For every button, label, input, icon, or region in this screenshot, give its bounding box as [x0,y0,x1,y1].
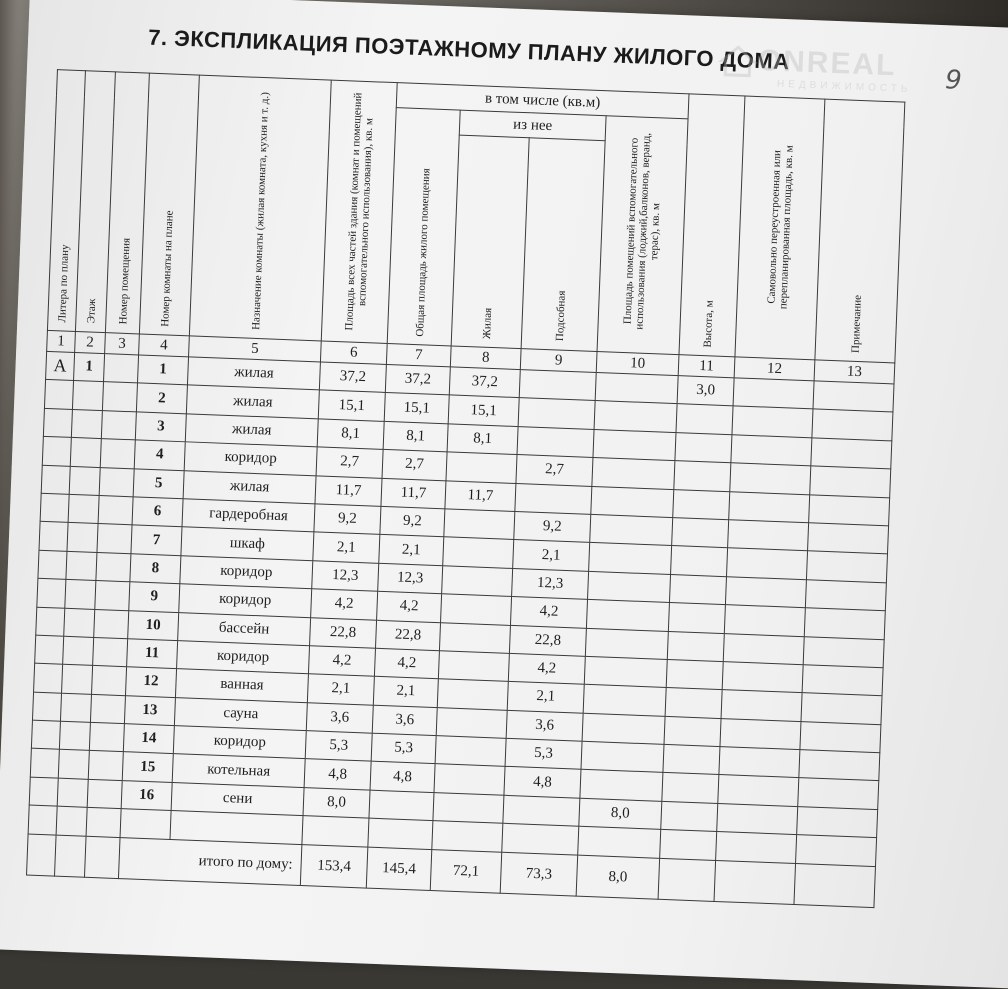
col-number: 12 [734,357,815,381]
cell-room: 4 [134,440,185,470]
col-number: 5 [189,336,322,362]
header-room-no: Номер помещения [105,72,149,334]
cell-unauthorized [723,633,804,664]
cell-note [813,381,894,412]
cell-note [811,438,892,469]
cell-area-all: 2,1 [307,674,374,705]
cell-note [812,409,893,440]
cell-floor [62,665,93,695]
cell-purpose: жилая [183,470,316,503]
cell-aux-area [580,770,663,802]
cell-auxiliary: 9,2 [514,511,591,542]
cell-unauthorized [732,406,813,437]
header-note: Примечание [815,99,905,363]
cell-litera [32,692,61,721]
cell-aux-area [589,543,672,575]
cell-room: 12 [125,667,176,697]
cell-litera [39,522,68,551]
cell-height [666,659,723,690]
cell-room-no [90,694,125,724]
total-living: 72,1 [430,850,502,894]
total-aux-area: 8,0 [576,855,660,899]
cell-room-no [95,581,130,611]
cell-floor: 1 [74,352,105,382]
cell-floor [58,750,89,780]
cell-living [438,651,509,682]
cell-unauthorized [722,662,803,693]
cell-aux-area [588,571,671,603]
header-group-of-it: из нее [459,110,606,141]
cell-living [442,566,513,597]
cell-living [439,622,510,653]
total-label: итого по дому: [118,838,301,886]
cell-auxiliary: 2,1 [513,540,590,571]
cell-room: 2 [136,383,187,413]
cell-area-all: 12,3 [312,561,379,592]
cell-living [441,594,512,625]
cell-room-no [102,382,137,412]
cell-auxiliary: 22,8 [509,625,586,656]
cell-room: 3 [135,412,186,442]
cell-unauthorized [733,378,814,409]
cell-living: 8,1 [447,424,518,455]
cell-total: 4,8 [370,762,435,793]
cell-area-all: 4,2 [311,589,378,620]
header-living: Жилая [451,135,529,349]
cell-unauthorized [717,803,798,834]
cell-height [671,546,728,577]
cell-note [803,636,884,667]
cell-floor [65,579,96,609]
cell-floor [68,494,99,524]
cell-litera [34,663,63,692]
cell-room-no [97,524,132,554]
cell-living: 11,7 [445,480,516,511]
col-number: 10 [596,352,679,376]
cell-height [667,631,724,662]
cell-litera [38,550,67,579]
cell-height [672,518,729,549]
header-area-all: Площадь всех частей здания (комнат и помещений вспомогательного использования), кв. м [321,80,397,343]
cell-floor [72,381,103,411]
cell-area-all: 8,1 [317,419,384,450]
cell-area-all: 2,1 [313,532,380,563]
cell-auxiliary: 4,8 [504,767,581,798]
cell-room: 1 [137,355,188,385]
cell-height [669,574,726,605]
cell-room: 15 [122,752,173,782]
cell-unauthorized [721,690,802,721]
cell-area-all: 15,1 [318,390,385,421]
table-body [29,351,894,837]
cell-room-no [89,722,124,752]
cell-room-no [94,609,129,639]
cell-purpose: шкаф [181,527,314,560]
cell-aux-area [593,429,676,461]
cell-living [436,707,507,738]
cell-note [799,750,880,781]
cell-room-no [88,751,123,781]
cell-living: 15,1 [448,395,519,426]
cell-aux-area [592,458,675,490]
cell-height [663,744,720,775]
cell-room-no [92,666,127,696]
cell-aux-area [590,514,673,546]
cell-auxiliary: 3,6 [506,710,583,741]
total-area-all: 153,4 [300,845,368,889]
cell-auxiliary: 4,2 [510,597,587,628]
cell-area-all: 5,3 [305,731,372,762]
cell-note [797,806,878,837]
cell-note [798,778,879,809]
cell-area-all: 4,8 [304,759,371,790]
cell-unauthorized [720,718,801,749]
cell-total: 8,1 [383,421,448,452]
cell-total: 2,1 [379,535,444,566]
cell-auxiliary: 2,1 [507,682,584,713]
cell-purpose: котельная [172,754,305,787]
cell-room-no [100,439,135,469]
cell-room: 7 [131,525,182,555]
col-number: 6 [320,341,387,365]
cell-note [804,608,885,639]
cell-room-no [93,637,128,667]
cell-note [801,693,882,724]
cell-total: 15,1 [384,393,449,424]
cell-aux-area [584,656,667,688]
cell-floor [71,409,102,439]
cell-aux-area [594,401,677,433]
cell-height [674,461,731,492]
cell-floor [67,523,98,553]
col-number: 1 [47,330,76,352]
cell-unauthorized [731,435,812,466]
cell-auxiliary [518,398,595,429]
cell-auxiliary [517,426,594,457]
cell-litera [41,465,70,494]
cell-height [675,432,732,463]
cell-purpose: коридор [184,442,317,475]
cell-aux-area [582,713,665,745]
cell-floor [59,721,90,751]
cell-area-all: 2,7 [316,447,383,478]
cell-room: 6 [132,497,183,527]
cell-note [808,523,889,554]
header-plan-room-no: Номер комнаты на плане [139,73,199,336]
cell-purpose: жилая [186,385,319,418]
cell-total [369,790,434,821]
col-number: 2 [75,331,106,353]
cell-unauthorized [718,775,799,806]
cell-unauthorized [719,747,800,778]
col-number: 13 [814,360,895,384]
cell-total: 4,2 [374,648,439,679]
cell-purpose: жилая [187,357,320,390]
cell-height [668,603,725,634]
cell-total: 11,7 [381,478,446,509]
cell-room-no [98,495,133,525]
cell-room-no [96,552,131,582]
cell-purpose: коридор [179,584,312,617]
cell-litera [31,720,60,749]
cell-floor [63,636,94,666]
header-unauthorized-area: Самовольно переустроенная или перепланированная площадь, кв. м [735,96,825,360]
cell-auxiliary [503,795,580,826]
cell-auxiliary [519,370,596,401]
cell-floor [69,466,100,496]
cell-purpose: жилая [185,414,318,447]
page-number: 9 [944,65,963,96]
cell-purpose: ванная [175,669,308,702]
cell-room: 5 [133,468,184,498]
cell-auxiliary: 4,2 [508,653,585,684]
cell-area-all: 8,0 [303,787,370,818]
cell-area-all: 3,6 [306,702,373,733]
cell-unauthorized [728,520,809,551]
cell-unauthorized [724,605,805,636]
cell-room-no [99,467,134,497]
house-icon [717,40,759,82]
header-litera: Литера по плану [47,70,85,332]
col-number: 4 [139,334,190,357]
cell-total: 22,8 [375,620,440,651]
cell-living [433,792,504,823]
total-total: 145,4 [366,847,432,890]
cell-note [802,665,883,696]
cell-litera [44,380,73,409]
cell-auxiliary: 5,3 [505,738,582,769]
cell-floor [57,778,88,808]
cell-total: 3,6 [372,705,437,736]
cell-height [673,489,730,520]
cell-area-all: 22,8 [310,617,377,648]
header-group-in-total: в том числе (кв.м) [396,83,689,119]
cell-aux-area [585,628,668,660]
cell-aux-area [595,373,678,405]
cell-note [810,466,891,497]
cell-area-all: 4,2 [308,646,375,677]
cell-litera [37,578,66,607]
cell-note [805,579,886,610]
cell-living [434,764,505,795]
cell-room: 16 [121,780,172,810]
watermark-sub: НЕДВИЖИМОСТЬ [776,78,912,95]
cell-height [676,404,733,435]
cell-note [800,721,881,752]
cell-auxiliary [515,483,592,514]
header-auxiliary: Подсобная [521,138,605,352]
cell-floor [66,551,97,581]
col-number: 11 [678,355,735,378]
cell-living [444,509,515,540]
cell-purpose: бассейн [178,612,311,645]
cell-room: 11 [127,639,178,669]
cell-total: 4,2 [377,591,442,622]
cell-total: 5,3 [371,733,436,764]
cell-litera [43,408,72,437]
cell-floor [60,693,91,723]
cell-room: 9 [129,582,180,612]
cell-total: 2,1 [373,677,438,708]
cell-purpose: сауна [174,697,307,730]
col-number: 8 [450,346,521,370]
cell-note [809,494,890,525]
cell-area-all: 9,2 [314,504,381,535]
page-title: 7. ЭКСПЛИКАЦИЯ ПОЭТАЖНОМУ ПЛАНУ ЖИЛОГО ДОМА [147,24,791,75]
cell-litera [42,437,71,466]
cell-aux-area [586,599,669,631]
cell-area-all: 37,2 [319,362,386,393]
cell-room-no [87,779,122,809]
cell-purpose: сени [171,782,304,815]
watermark-name: ONREAL [757,44,898,83]
cell-purpose: коридор [177,641,310,674]
cell-aux-area [583,685,666,717]
total-auxiliary: 73,3 [500,852,578,896]
cell-area-all: 11,7 [315,475,382,506]
col-number: 9 [520,349,597,373]
cell-living [446,452,517,483]
cell-total: 12,3 [378,563,443,594]
cell-unauthorized [725,576,806,607]
cell-unauthorized [727,548,808,579]
cell-total: 2,7 [382,450,447,481]
cell-litera [36,607,65,636]
cell-height [661,801,718,832]
header-aux-area: Площадь помещений вспомогательного использования (лоджий,балконов, веранд, терас), кв. м [597,116,688,355]
cell-unauthorized [729,491,810,522]
cell-living [437,679,508,710]
cell-aux-area [591,486,674,518]
cell-height [664,716,721,747]
cell-room-no [104,354,139,384]
cell-living [443,537,514,568]
cell-auxiliary: 2,7 [516,455,593,486]
cell-total: 9,2 [380,506,445,537]
header-purpose: Назначение комнаты (жилая комната, кухня и т. д.) [189,75,331,341]
cell-purpose: гардеробная [182,499,315,532]
cell-height: 3,0 [677,376,734,407]
cell-litera [30,749,59,778]
cell-litera [29,777,58,806]
header-floor: Этаж [75,71,115,333]
col-number: 7 [386,343,451,366]
cell-height [662,773,719,804]
cell-room: 8 [130,554,181,584]
cell-floor [64,608,95,638]
cell-aux-area: 8,0 [579,798,662,830]
cell-litera [35,635,64,664]
cell-litera: А [46,351,75,380]
cell-total: 37,2 [385,364,450,395]
cell-auxiliary: 12,3 [512,568,589,599]
cell-litera [40,493,69,522]
cell-note [806,551,887,582]
header-total-living: Общая площадь жилого помещения [387,108,460,346]
explication-table [26,69,905,908]
cell-height [665,688,722,719]
header-height: Высота, м [679,94,745,357]
cell-room-no [101,410,136,440]
cell-purpose: коридор [180,555,313,588]
cell-unauthorized [730,463,811,494]
cell-aux-area [581,741,664,773]
cell-living: 37,2 [449,367,520,398]
cell-room: 10 [128,610,179,640]
cell-floor [70,438,101,468]
cell-living [435,736,506,767]
col-number: 3 [105,333,140,355]
cell-room: 14 [123,724,174,754]
cell-room: 13 [124,695,175,725]
cell-purpose: коридор [173,726,306,759]
